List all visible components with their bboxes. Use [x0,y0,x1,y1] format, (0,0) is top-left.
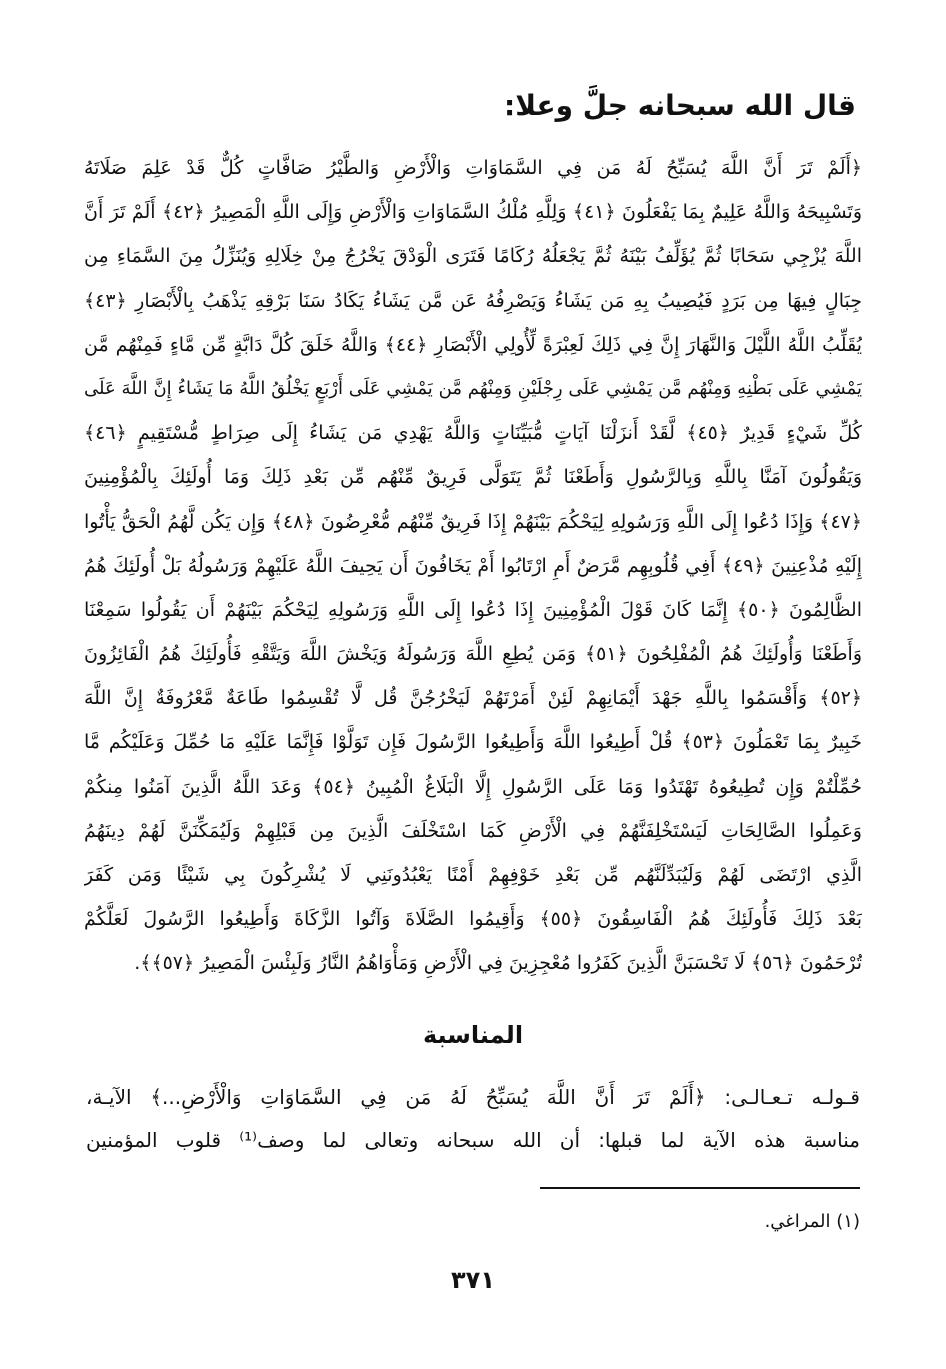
page-heading: قال الله سبحانه جلَّ وعلا: [504,89,856,122]
footnote: (١) المراغي. [764,1211,860,1232]
verse-line: الظَّالِمُونَ ﴿٥٠﴾ إِنَّمَا كَانَ قَوْلَ الْمُؤْمِنِينَ إِذَا دُعُوا إِلَى اللَّهِ وَرَسُولِهِ لِيَحْكُمَ بَيْنَهُمْ أَن يَقُولُوا سَمِعْنَا [84,598,862,621]
page-number: ٣٧١ [451,1266,495,1294]
verse-line: خَبِيرٌ بِمَا تَعْمَلُونَ ﴿٥٣﴾ قُلْ أَطِيعُوا اللَّهَ وَأَطِيعُوا الرَّسُولَ فَإِن تَوَلَّوْا فَإِنَّمَا عَلَيْهِ مَا حُمِّلَ وَعَلَيْكُم مَّا [84,731,862,754]
quran-verses-block [84,146,862,986]
verse-line: وَأَطَعْنَا وَأُولَئِكَ هُمُ الْمُفْلِحُونَ ﴿٥١﴾ وَمَن يُطِعِ اللَّهَ وَرَسُولَهُ وَيَخْشَ اللَّهَ وَيَتَّقْهِ فَأُولَئِكَ هُمُ الْفَائِزُونَ [84,643,862,666]
paragraph-line: مناسبة هذه الآية لما قبلها: أن الله سبحانه وتعالى لما وصف⁽¹⁾ قلوب المؤمنين [86,1128,860,1152]
verse-line: الَّذِي ارْتَضَى لَهُمْ وَلَيُبَدِّلَنَّهُم مِّن بَعْدِ خَوْفِهِمْ أَمْنًا يَعْبُدُونَنِي لَا يُشْرِكُونَ بِي شَيْئًا وَمَن كَفَرَ [84,864,862,886]
verse-line: ﴿٤٧﴾ وَإِذَا دُعُوا إِلَى اللَّهِ وَرَسُولِهِ لِيَحْكُمَ بَيْنَهُمْ إِذَا فَرِيقٌ مِّنْهُم مُّعْرِضُونَ ﴿٤٨﴾ وَإِن يَكُن لَّهُمُ الْحَقُّ يَأْتُوا [84,510,862,533]
verse-line: وَعَمِلُوا الصَّالِحَاتِ لَيَسْتَخْلِفَنَّهُمْ فِي الْأَرْضِ كَمَا اسْتَخْلَفَ الَّذِينَ مِن قَبْلِهِمْ وَلَيُمَكِّنَنَّ لَهُمْ دِينَهُمُ [84,819,862,842]
verse-line: تُرْحَمُونَ ﴿٥٦﴾ لَا تَحْسَبَنَّ الَّذِينَ كَفَرُوا مُعْجِزِينَ فِي الْأَرْضِ وَمَأْوَاهُمُ النَّارُ وَلَبِئْسَ الْمَصِيرُ ﴿٥٧﴾﴾. [134,952,862,975]
verse-line: ﴿٥٢﴾ وَأَقْسَمُوا بِاللَّهِ جَهْدَ أَيْمَانِهِمْ لَئِنْ أَمَرْتَهُمْ لَيَخْرُجُنَّ قُل لَّا تُقْسِمُوا طَاعَةٌ مَّعْرُوفَةٌ إِنَّ اللَّهَ [84,687,862,710]
section-title: المناسبة [422,1021,524,1049]
verse-line: يُقَلِّبُ اللَّهُ اللَّيْلَ وَالنَّهَارَ إِنَّ فِي ذَلِكَ لَعِبْرَةً لِّأُولِي الْأَبْصَارِ ﴿٤٤﴾ وَاللَّهُ خَلَقَ كُلَّ دَابَّةٍ مِّن مَّاءٍ فَمِنْهُم مَّن [84,333,862,356]
verse-line: جِبَالٍ فِيهَا مِن بَرَدٍ فَيُصِيبُ بِهِ مَن يَشَاءُ وَيَصْرِفُهُ عَن مَّن يَشَاءُ يَكَادُ سَنَا بَرْقِهِ يَذْهَبُ بِالْأَبْصَارِ ﴿٤٣﴾ [84,289,862,312]
verse-line: ﴿أَلَمْ تَرَ أَنَّ اللَّهَ يُسَبِّحُ لَهُ مَن فِي السَّمَاوَاتِ وَالْأَرْضِ وَالطَّيْرُ صَافَّاتٍ كُلٌّ قَدْ عَلِمَ صَلَاتَهُ [84,157,862,179]
verse-line: يَمْشِي عَلَى بَطْنِهِ وَمِنْهُم مَّن يَمْشِي عَلَى رِجْلَيْنِ وَمِنْهُم مَّن يَمْشِي عَلَى أَرْبَعٍ يَخْلُقُ اللَّهُ مَا يَشَاءُ إِنَّ اللَّهَ عَلَى [84,377,862,399]
verse-line: اللَّهَ يُزْجِي سَحَابًا ثُمَّ يُؤَلِّفُ بَيْنَهُ ثُمَّ يَجْعَلُهُ رُكَامًا فَتَرَى الْوَدْقَ يَخْرُجُ مِنْ خِلَالِهِ وَيُنَزِّلُ مِنَ السَّمَاءِ مِن [84,245,862,268]
commentary-paragraph [86,1076,860,1162]
verse-line: وَتَسْبِيحَهُ وَاللَّهُ عَلِيمٌ بِمَا يَفْعَلُونَ ﴿٤١﴾ وَلِلَّهِ مُلْكُ السَّمَاوَاتِ وَالْأَرْضِ وَإِلَى اللَّهِ الْمَصِيرُ ﴿٤٢﴾ أَلَمْ تَرَ أَنَّ [84,201,862,224]
verse-line: إِلَيْهِ مُذْعِنِينَ ﴿٤٩﴾ أَفِي قُلُوبِهِم مَّرَضٌ أَمِ ارْتَابُوا أَمْ يَخَافُونَ أَن يَحِيفَ اللَّهُ عَلَيْهِمْ وَرَسُولُهُ بَلْ أُولَئِكَ هُمُ [84,554,862,577]
verse-line: بَعْدَ ذَلِكَ فَأُولَئِكَ هُمُ الْفَاسِقُونَ ﴿٥٥﴾ وَأَقِيمُوا الصَّلَاةَ وَآتُوا الزَّكَاةَ وَأَطِيعُوا الرَّسُولَ لَعَلَّكُمْ [84,908,862,931]
verse-line: وَيَقُولُونَ آمَنَّا بِاللَّهِ وَبِالرَّسُولِ وَأَطَعْنَا ثُمَّ يَتَوَلَّى فَرِيقٌ مِّنْهُم مِّن بَعْدِ ذَلِكَ وَمَا أُولَئِكَ بِالْمُؤْمِنِينَ [84,466,862,489]
footnote-divider [540,1187,860,1189]
verse-line: حُمِّلْتُمْ وَإِن تُطِيعُوهُ تَهْتَدُوا وَمَا عَلَى الرَّسُولِ إِلَّا الْبَلَاغُ الْمُبِينُ ﴿٥٤﴾ وَعَدَ اللَّهُ الَّذِينَ آمَنُوا مِنكُمْ [84,775,862,798]
verse-line: كُلِّ شَيْءٍ قَدِيرٌ ﴿٤٥﴾ لَّقَدْ أَنزَلْنَا آيَاتٍ مُّبَيِّنَاتٍ وَاللَّهُ يَهْدِي مَن يَشَاءُ إِلَى صِرَاطٍ مُّسْتَقِيمٍ ﴿٤٦﴾ [84,422,862,445]
paragraph-line: قـولـه تـعـالـى: ﴿أَلَمْ تَرَ أَنَّ اللَّهَ يُسَبِّحُ لَهُ مَن فِي السَّمَاوَاتِ وَالْأَرْضِ...﴾ الآيـة، [86,1085,860,1109]
